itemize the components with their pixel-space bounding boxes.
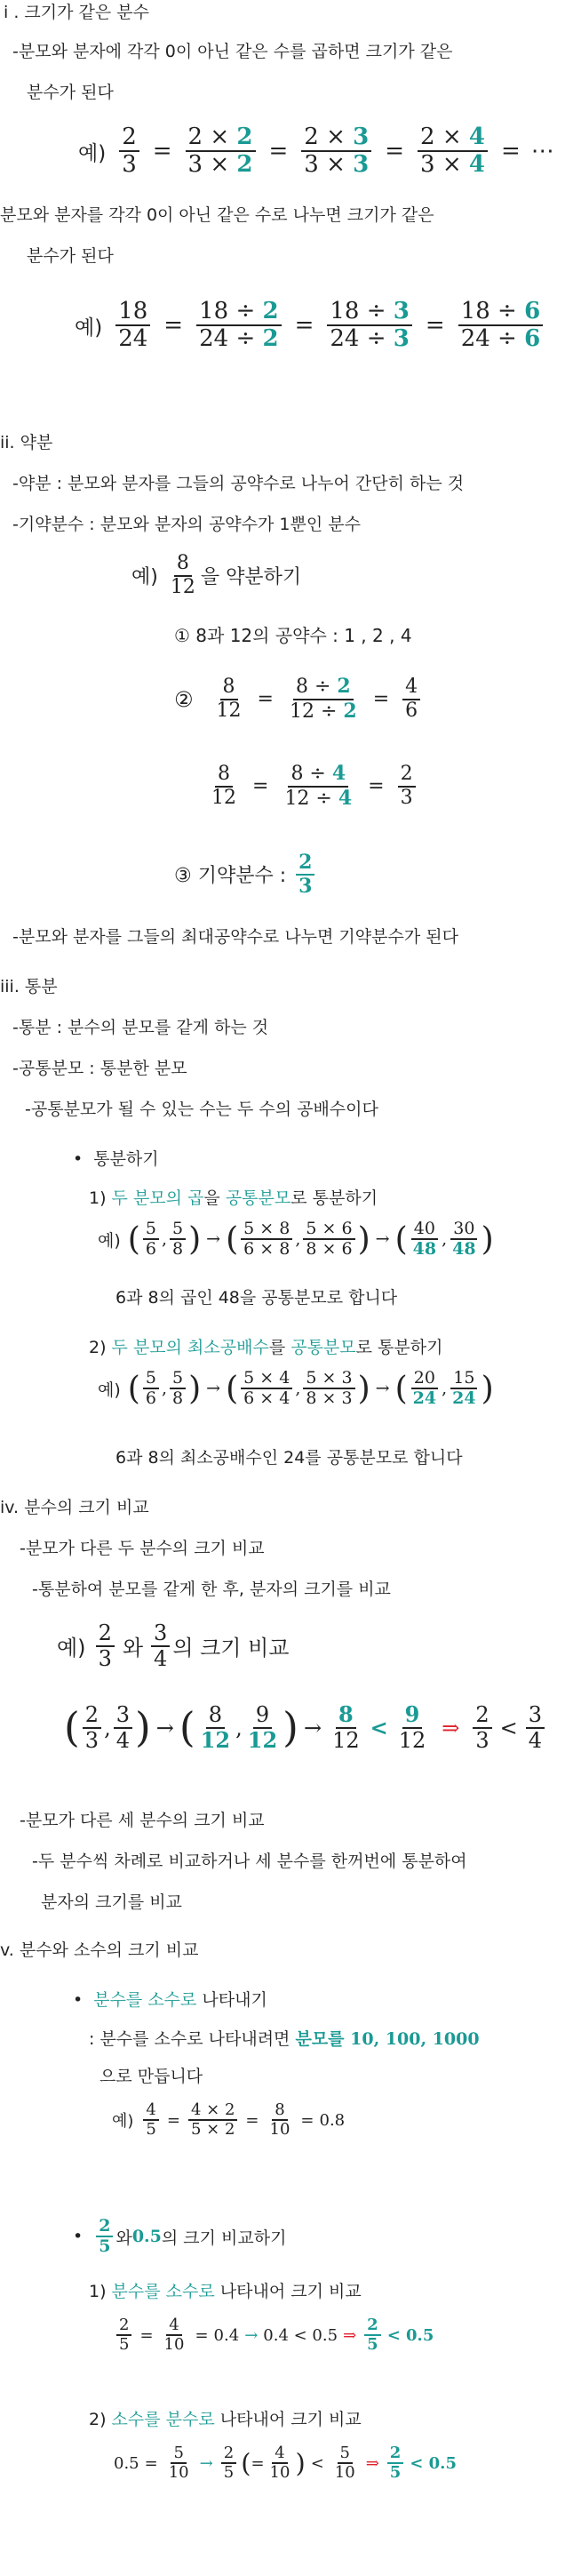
fraction: $\frac{30}{48}$ (452, 1219, 476, 1260)
bullet-common-denominator: • 통분하기 (73, 1149, 159, 1169)
fraction: $\frac{3}{4}$ (151, 1621, 170, 1671)
def-common-multiple: -공통분모가 될 수 있는 수는 두 수의 공배수이다 (25, 1100, 378, 1119)
step-divide-by-2: ② $\frac{8}{12}$ = $\frac{8 \div 2}{12 \div 2}$ = $\frac{4}{6}$ (174, 676, 423, 723)
method-decimal-to-fraction-title: 2) 소수를 분수로 나타내어 크기 비교 (89, 2410, 362, 2429)
fraction-to-decimal-rule-line1: : 분수를 소수로 나타내려면 분모를 10, 100, 1000 (89, 2029, 480, 2049)
fraction: $\frac{4}{10}$ (163, 2316, 185, 2355)
fraction: $\frac{40}{48}$ (412, 1219, 437, 1260)
reduction-example-title: 예) $\frac{8}{12}$ 을 약분하기 (131, 552, 302, 598)
fraction: $\frac{2}{3}$ (398, 764, 416, 809)
fraction: $\frac{18 \div 3}{24 \div 3}$ (327, 299, 412, 352)
fraction: $\frac{15}{24}$ (452, 1368, 476, 1409)
method-decimal-to-fraction-example: 0.5 = $\frac{5}{10}$ → $\frac{2}{5}$ ( = $\frac{4}{10}$ ) < $\frac{5}{10}$ ⇒ $\frac{2}{5}$ < 0.5 (114, 2444, 457, 2483)
compare-three-method-line1: -두 분수씩 차례로 비교하거나 세 분수를 한꺼번에 통분하여 (32, 1852, 467, 1871)
fraction: $\frac{3}{4}$ (114, 1703, 132, 1753)
method-lcm-title: 2) 두 분모의 최소공배수를 공통분모로 통분하기 (89, 1338, 443, 1357)
fraction: $\frac{2}{5}$ (96, 2217, 113, 2257)
fraction: $\frac{8}{12}$ (211, 763, 236, 809)
def-reduction: -약분 : 분모와 분자를 그들의 공약수로 나누어 간단히 하는 것 (12, 474, 465, 493)
compare-three-title: -분모가 다른 세 분수의 크기 비교 (20, 1811, 265, 1830)
fraction: $\frac{18}{24}$ (115, 299, 150, 352)
example-divide: 예) $\frac{18}{24}$ = $\frac{18 \div 2}{24 \div 2}$ = $\frac{18 \div 3}{24 \div 3}$ = $\frac{18 \div 6}{24 \div 6}$ (75, 299, 545, 352)
rule-multiply-line2: 분수가 된다 (27, 83, 114, 102)
fraction: $\frac{9}{12}$ (247, 1702, 278, 1753)
method-product-example: 예) ( $\frac{5}{6}$ , $\frac{5}{8}$ ) → ( $\frac{5 \times 8}{6 \times 8}$ , $\frac{5 \times 6}{8 \times 6}$ ) → ( $\frac{40}{48}$ , $\frac{30}{48}$ ) (98, 1219, 494, 1260)
fraction: $\frac{18 \div 2}{24 \div 2}$ (196, 299, 282, 352)
compare-two-method: -통분하여 분모를 같게 한 후, 분자의 크기를 비교 (32, 1580, 391, 1599)
method-lcm-example: 예) ( $\frac{5}{6}$ , $\frac{5}{8}$ ) → ( $\frac{5 \times 4}{6 \times 4}$ , $\frac{5 \times 3}{8 \times 3}$ ) → ( $\frac{20}{24}$ , $\frac{15}{24}$ ) (98, 1368, 494, 1409)
compare-example-row: ( $\frac{2}{3}$ , $\frac{3}{4}$ ) → ( $\frac{8}{12}$ , $\frac{9}{12}$ ) → $\frac{8}{12}$ < $\frac{9}{12}$ ⇒ $\frac{2}{3}$ < $\frac{3}{4}$ (64, 1703, 547, 1753)
compare-three-method-line2: 분자의 크기를 비교 (41, 1892, 182, 1912)
fraction: $\frac{2}{5}$ (364, 2316, 381, 2354)
example-label: 예) (78, 141, 107, 165)
section-4-heading: iv. 분수의 크기 비교 (0, 1498, 149, 1517)
fraction: $\frac{8}{12}$ (200, 1702, 231, 1753)
rule-divide-line1: 분모와 분자를 각각 0이 아닌 같은 수로 나누면 크기가 같은 (0, 205, 434, 225)
bullet-compare-fraction-decimal: • $\frac{2}{5}$ 와 0.5 의 크기 비교하기 (73, 2216, 287, 2257)
fraction: $\frac{9}{12}$ (398, 1701, 426, 1753)
fraction: $\frac{5}{8}$ (170, 1220, 186, 1260)
fraction: $\frac{4}{5}$ (143, 2101, 158, 2139)
fraction: $\frac{2}{3}$ (119, 124, 139, 178)
method-product-title: 1) 두 분모의 곱을 공통분모로 통분하기 (89, 1188, 378, 1208)
compare-example-title: 예) $\frac{2}{3}$ 와 $\frac{3}{4}$ 의 크기 비교 (57, 1620, 290, 1671)
fraction: $\frac{8 \div 4}{12 \div 4}$ (284, 762, 353, 810)
rule-divide-line2: 분수가 된다 (27, 246, 114, 266)
fraction: $\frac{5 \times 8}{6 \times 8}$ (241, 1220, 292, 1260)
fraction: $\frac{2}{5}$ (221, 2444, 236, 2482)
fraction: $\frac{5}{6}$ (143, 1369, 159, 1409)
fraction: $\frac{2}{5}$ (387, 2444, 404, 2482)
section-2-heading: ii. 약분 (0, 433, 53, 452)
method-fraction-to-decimal-title: 1) 분수를 소수로 나타내어 크기 비교 (89, 2282, 362, 2301)
fraction-to-decimal-rule-line2: 으로 만듭니다 (99, 2067, 203, 2086)
fraction: $\frac{4}{10}$ (269, 2444, 290, 2483)
fraction-to-decimal-example: 예) $\frac{4}{5}$ = $\frac{4 \times 2}{5 \times 2}$ = $\frac{8}{10}$ = 0.8 (112, 2100, 346, 2140)
fraction: $\frac{2 \times 2}{3 \times 2}$ (186, 124, 256, 178)
step-irreducible: ③ 기약분수 : $\frac{2}{3}$ (174, 852, 317, 897)
fraction: $\frac{5}{6}$ (143, 1220, 159, 1260)
fraction: $\frac{4 \times 2}{5 \times 2}$ (188, 2101, 237, 2139)
fraction: $\frac{5}{10}$ (168, 2444, 189, 2483)
fraction: $\frac{20}{24}$ (412, 1368, 437, 1409)
fraction: $\frac{8 \div 2}{12 \div 2}$ (289, 675, 357, 723)
fraction: $\frac{2}{3}$ (83, 1703, 101, 1753)
example-label: 예) (75, 316, 103, 340)
def-common-denominator-process: -통분 : 분수의 분모를 같게 하는 것 (12, 1018, 269, 1037)
fraction: $\frac{3}{4}$ (526, 1703, 545, 1753)
fraction: $\frac{4}{6}$ (402, 676, 420, 722)
fraction: $\frac{2}{5}$ (116, 2316, 131, 2354)
step-common-divisors: ① 8과 12의 공약수 : 1 , 2 , 4 (174, 625, 412, 646)
def-irreducible: -기약분수 : 분모와 분자의 공약수가 1뿐인 분수 (12, 515, 361, 534)
fraction: $\frac{18 \div 6}{24 \div 6}$ (458, 299, 544, 352)
reduction-conclusion: -분모와 분자를 그들의 최대공약수로 나누면 기약분수가 된다 (12, 927, 458, 947)
fraction: $\frac{5}{10}$ (334, 2444, 355, 2483)
fraction: $\frac{5 \times 4}{6 \times 4}$ (241, 1369, 292, 1409)
section-5-heading: v. 분수와 소수의 크기 비교 (0, 1940, 199, 1960)
fraction: $\frac{2 \times 3}{3 \times 3}$ (301, 124, 371, 178)
fraction: $\frac{5 \times 3}{8 \times 3}$ (303, 1369, 354, 1409)
rule-multiply-line1: -분모와 분자에 각각 0이 아닌 같은 수를 곱하면 크기가 같은 (12, 42, 453, 61)
fraction: $\frac{8}{12}$ (216, 676, 242, 722)
method-fraction-to-decimal-example: $\frac{2}{5}$ = $\frac{4}{10}$ = 0.4 → 0.4 < 0.5 ⇒ $\frac{2}{5}$ < 0.5 (114, 2316, 434, 2354)
fraction: $\frac{8}{12}$ (170, 552, 195, 598)
section-1-heading: i . 크기가 같은 분수 (4, 3, 149, 22)
def-common-denominator: -공통분모 : 통분한 분모 (12, 1059, 187, 1078)
method-lcm-note: 6과 8의 최소공배수인 24를 공통분모로 합니다 (115, 1448, 463, 1468)
example-multiply: 예) $\frac{2}{3}$ = $\frac{2 \times 2}{3 \times 2}$ = $\frac{2 \times 3}{3 \times 3}$ = $\frac{2 \times 4}{3 \times 4}$ = ⋯ (78, 124, 554, 179)
section-3-heading: iii. 통분 (0, 977, 58, 996)
fraction: $\frac{2 \times 4}{3 \times 4}$ (418, 124, 488, 178)
fraction: $\frac{5}{8}$ (170, 1369, 186, 1409)
fraction: $\frac{2}{3}$ (96, 1621, 115, 1671)
fraction: $\frac{2}{3}$ (473, 1703, 491, 1753)
compare-two-title: -분모가 다른 두 분수의 크기 비교 (20, 1539, 265, 1558)
fraction: $\frac{8}{12}$ (332, 1701, 360, 1753)
bullet-fraction-to-decimal: • 분수를 소수로 나타내기 (73, 1990, 267, 2010)
step-divide-by-4: $\frac{8}{12}$ = $\frac{8 \div 4}{12 \div 4}$ = $\frac{2}{3}$ (206, 763, 418, 810)
fraction: $\frac{5 \times 6}{8 \times 6}$ (303, 1220, 354, 1260)
method-product-note: 6과 8의 곱인 48을 공통분모로 합니다 (115, 1288, 398, 1308)
fraction: $\frac{2}{3}$ (296, 852, 314, 897)
fraction: $\frac{8}{10}$ (269, 2100, 290, 2140)
